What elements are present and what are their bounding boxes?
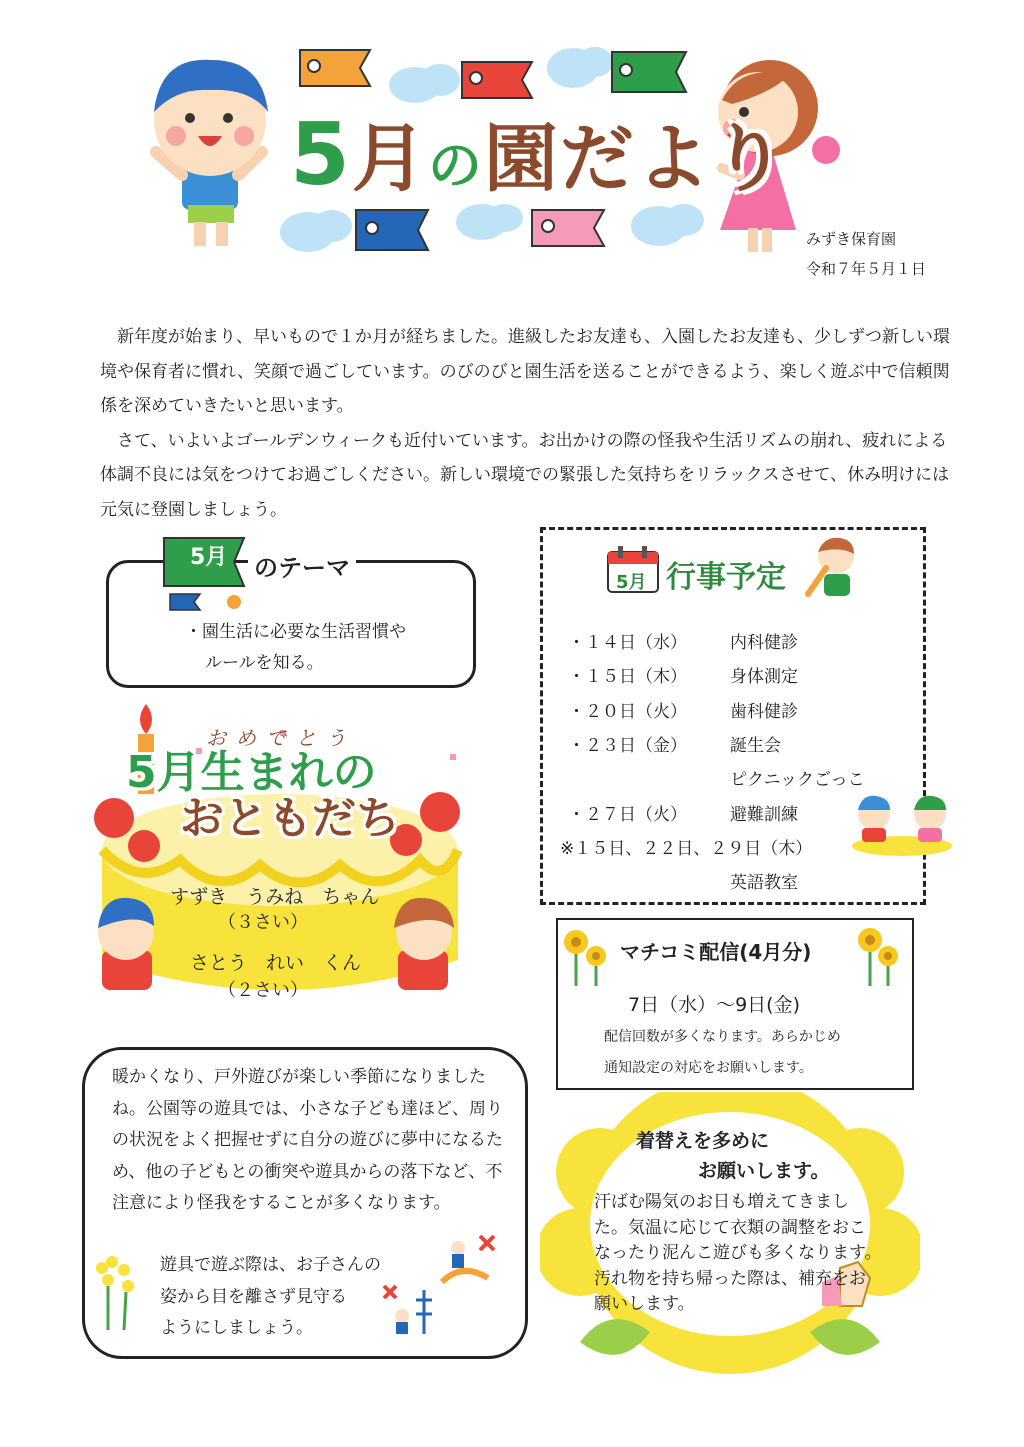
birthday-heading — [126, 747, 400, 844]
title-rest: 園だより — [483, 116, 788, 202]
omedetou-text: おめでとう — [206, 726, 356, 750]
playground-note-line-2: 姿から目を離さず見守る — [160, 1286, 347, 1307]
machicomi-note — [604, 1022, 841, 1084]
boy-illustration — [154, 60, 268, 246]
sunflower-icon — [560, 926, 612, 988]
event-name-8: 英語教室 — [730, 873, 798, 893]
theme-item — [185, 617, 406, 679]
event-day-1: ・１４日（水） — [568, 633, 687, 653]
machicomi-dates: 7日（水）～9日(金) — [628, 994, 801, 1016]
playground-note-line-1: 遊具で遊ぶ際は、お子さんの — [160, 1255, 381, 1275]
climbing-warning-icon — [380, 1282, 438, 1338]
machicomi-note-line-2: 通知設定の対応をお願いします。 — [604, 1060, 813, 1076]
playground-note-line-3: ようにしましょう。 — [160, 1318, 313, 1338]
school-name: みずき保育園 — [806, 230, 897, 248]
slide-warning-icon — [438, 1232, 500, 1290]
rapeseed-flower-icon — [90, 1256, 140, 1332]
clothes-title — [636, 1126, 829, 1186]
sunflower-icon — [852, 926, 904, 988]
event-name-5: ピクニックごっこ — [730, 770, 865, 790]
machicomi-title: マチコミ配信(4月分) — [620, 940, 812, 964]
events-badge-label: 5月 — [616, 572, 647, 593]
clothes-text: 汗ばむ陽気のお日も増えてきました。気温に応じて衣類の調整をおこなったり泥んこ遊びも多くなります。汚れ物を持ち帰った際は、補充をお願いします。 — [594, 1192, 882, 1314]
issue-date: 令和７年５月１日 — [806, 260, 927, 278]
intro-text — [100, 320, 964, 527]
birthday-child-1-name: すずき うみね ちゃん — [170, 886, 380, 908]
intro-paragraph-1: 新年度が始まり、早いもので１か月が経ちました。進級したお友達も、入園したお友達も、少しずつ新しい環境や保育者に慣れ、笑顔で過ごしています。のびのびと園生活を送ることができるよう、楽しく遊ぶ中で信頼関係を深めていきたいと思います。 — [100, 327, 950, 416]
birthday-child-2-age: （２さい） — [218, 980, 308, 1001]
event-day-7: ※１５日、２２日、２９日（木） — [560, 839, 813, 859]
birthday-child-2-name: さとう れい くん — [190, 952, 362, 974]
events-title: 行事予定 — [666, 560, 786, 595]
event-day-2: ・１５日（木） — [568, 667, 687, 687]
theme-item-line-2: ルールを知る。 — [205, 653, 324, 673]
intro-paragraph-2: さて、いよいよゴールデンウィークも近付いています。お出かけの際の怪我や生活リズムの崩れ、疲れによる体調不良には気をつけてお過ごしください。新しい環境での緊張した気持ちをリラックスさせて、休み明けには元気に登園しましょう。 — [100, 430, 950, 520]
event-name-4: 誕生会 — [730, 736, 781, 756]
event-name-1: 内科健診 — [730, 633, 798, 653]
birthday-heading-line-2: おともだち — [180, 793, 400, 844]
machicomi-note-line-1: 配信回数が多くなります。あらかじめ — [604, 1029, 841, 1045]
birthday-girl-illustration — [394, 898, 454, 990]
playground-note — [160, 1250, 381, 1345]
theme-badge-label: 5月 — [190, 545, 228, 570]
event-name-6: 避難訓練 — [730, 805, 798, 825]
title-no: の — [427, 134, 484, 197]
picnic-children-illustration — [846, 786, 958, 858]
event-day-6: ・２７日（火） — [568, 805, 687, 825]
title-month: 月 — [351, 116, 428, 202]
event-day-4: ・２３日（金） — [568, 736, 687, 756]
child-with-pencil-illustration — [800, 534, 870, 604]
title-number: 5 — [290, 105, 352, 205]
birthday-heading-line-1: 5月生まれの — [126, 747, 377, 798]
clothes-title-line-2: お願いします。 — [698, 1160, 830, 1182]
birthday-boy-illustration — [98, 898, 154, 990]
page-title — [290, 100, 788, 206]
theme-title: のテーマ — [248, 548, 356, 583]
event-day-3: ・２０日（火） — [568, 702, 687, 722]
event-name-3: 歯科健診 — [730, 702, 798, 722]
playground-text: 暖かくなり、戸外遊びが楽しい季節になりましたね。公園等の遊具では、小さな子ども達ほど、周りの状況をよく把握せずに自分の遊びに夢中になるため、他の子どもとの衝突や遊具からの落下など、不注意により怪我をすることが多くなります。 — [112, 1067, 503, 1213]
clothes-title-line-1: 着替えを多めに — [636, 1130, 770, 1152]
birthday-child-1-age: （３さい） — [218, 912, 308, 933]
event-name-2: 身体測定 — [730, 667, 798, 687]
theme-item-line-1: ・園生活に必要な生活習慣や — [185, 622, 406, 642]
